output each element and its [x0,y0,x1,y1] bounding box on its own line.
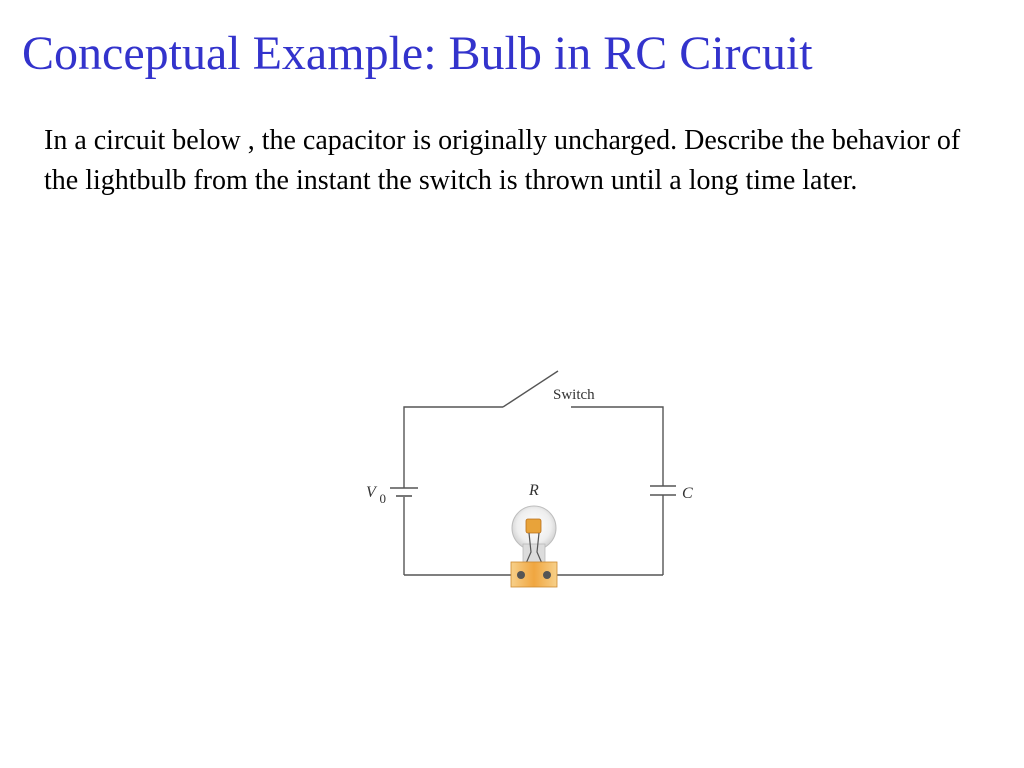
slide-body-text: In a circuit below , the capacitor is originally uncharged. Describe the behavior of the lightbulb from the instant the switch is thrown until a long time later. [44,125,961,196]
rc-circuit-diagram [350,360,693,600]
capacitor-label: C [682,485,693,502]
voltage-label [366,484,386,506]
top-right-wire [571,407,663,486]
socket-terminal-right [543,571,551,579]
top-left-wire [404,407,503,488]
bulb-neck [523,544,545,562]
voltage-subscript: 0 [379,491,386,506]
slide-title: Conceptual Example: Bulb in RC Circuit [22,27,813,80]
bulb-filament [526,519,541,533]
switch-blade [503,371,558,407]
switch-label: Switch [553,387,595,403]
capacitor-symbol [650,486,676,495]
battery-symbol [390,488,418,496]
socket-terminal-left [517,571,525,579]
lightbulb-icon [511,506,557,587]
voltage-symbol: V [366,484,376,501]
resistor-label: R [529,482,539,499]
